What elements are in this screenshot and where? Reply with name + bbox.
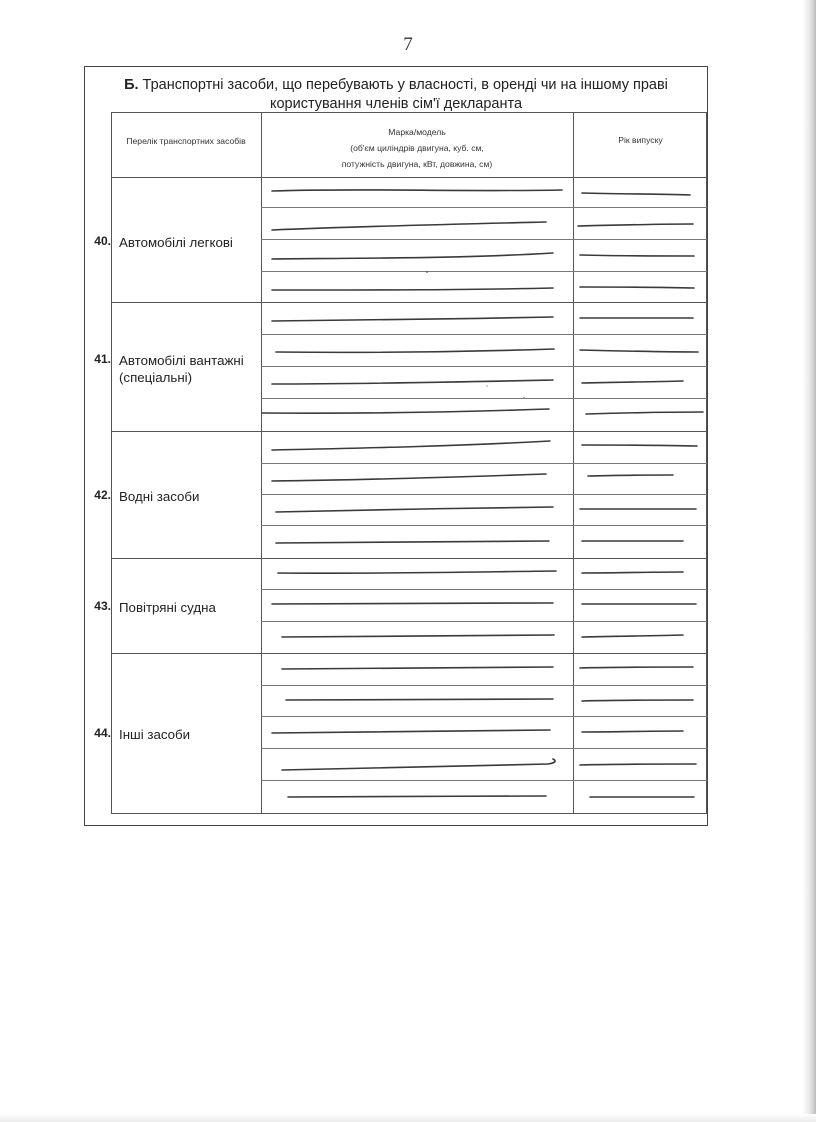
pen-stroke [272,317,553,321]
row-label-aircraft: Повітряні судна [119,600,216,615]
row-number: 44. [94,726,111,740]
pen-stroke [580,255,694,256]
scan-speck [523,397,525,399]
scan-speck [426,271,428,273]
pen-stroke [588,475,673,476]
row-number: 42. [94,488,111,502]
pen-stroke [580,667,693,668]
pen-stroke [578,224,693,226]
pen-stroke [272,441,550,450]
pen-stroke [580,764,696,765]
pen-stroke [272,474,546,481]
header-brand-line2: (об'єм циліндрів двигуна, куб. см, [350,143,484,153]
pen-stroke [278,571,556,573]
pen-stroke [580,350,698,352]
pen-stroke [272,222,546,230]
pen-stroke [586,412,703,414]
pen-stroke [286,699,553,700]
pen-stroke [582,193,690,195]
row-number: 41. [94,352,111,366]
pen-stroke [580,287,694,288]
section-title-text: Транспортні засоби, що перебувають у власності, в оренді чи на іншому праві користування членів сім'ї декларанта [138,77,668,112]
pen-stroke [282,667,553,669]
row-label-trucks: Автомобілі вантажні (спеціальні) [119,353,244,385]
pen-stroke [276,349,554,352]
header-brand-line3: потужність двигуна, кВт, довжина, см) [341,159,493,169]
pen-stroke [582,381,683,383]
row-label-water-vehicles: Водні засоби [119,489,200,504]
pen-stroke [282,635,554,637]
scan-shadow-right [802,0,816,1122]
pen-stroke [272,603,553,604]
header-brand-line1: Марка/модель [388,127,446,137]
page-number: 7 [403,34,413,55]
row-label-passenger-cars: Автомобілі легкові [119,235,233,250]
pen-stroke [276,541,549,543]
pen-stroke [272,253,553,259]
row-number: 40. [94,234,111,248]
scan-speck [486,385,487,386]
header-vehicle-list: Перелік транспортних засобів [126,136,246,146]
pen-stroke [272,380,553,384]
row-label-other-vehicles: Інші засоби [119,727,191,742]
row-number: 43. [94,599,111,613]
pen-stroke [282,759,555,770]
header-year: Рік випуску [618,135,663,145]
pen-stroke [272,288,553,290]
pen-stroke [582,445,697,446]
pen-stroke [272,730,550,733]
pen-stroke [582,731,683,732]
pen-stroke [262,409,549,413]
scan-shadow-bottom [0,1114,816,1122]
section-letter: Б. [124,77,139,93]
pen-stroke [288,796,546,797]
pen-stroke [276,507,553,512]
pen-stroke [582,635,683,637]
pen-stroke [582,572,683,573]
pen-stroke [582,700,693,701]
pen-stroke [272,190,562,191]
